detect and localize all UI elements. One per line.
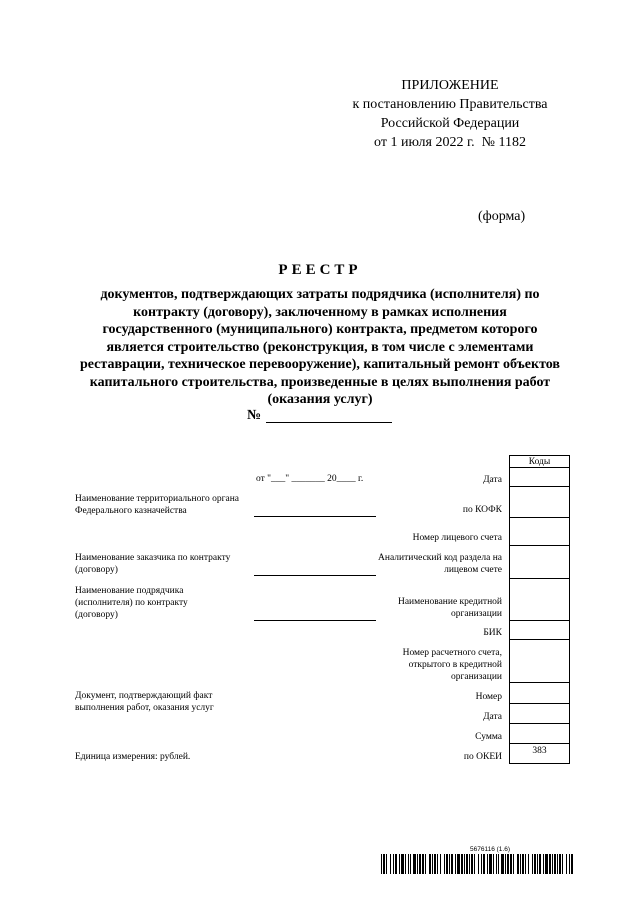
barcode-bar [413, 854, 416, 874]
kofk-label: по КОФК [462, 505, 502, 515]
barcode-bar [569, 854, 570, 874]
barcode-image [381, 854, 573, 874]
date-label: Дата [483, 475, 502, 485]
document-subtitle: документов, подтверждающих затраты подрядчика (исполнителя) по контракту (договору), заключенному в рамках исполнения государственного (муниципального) контракта, предметом которого является строительство (реконструкция, в том числе с элементами реставрации, техническое перевооружение), капитальный ремонт объектов капитального строительства, произведенные в целях выполнения работ (оказания услуг) [80, 287, 560, 407]
document-title: РЕЕСТР [278, 262, 362, 278]
barcode-bar [532, 854, 533, 874]
treasury-body-label: Наименование территориального органа Федерального казначейства [75, 494, 240, 516]
barcode-bar [405, 854, 406, 874]
barcode-bar [478, 854, 479, 874]
barcode-bar [539, 854, 541, 874]
barcode-bar [395, 854, 397, 874]
barcode-bar [469, 854, 470, 874]
barcode-bar [507, 854, 509, 874]
barcode-bar [474, 854, 475, 874]
barcode-bar [552, 854, 553, 874]
barcode-bar [559, 854, 561, 874]
codes-table [509, 455, 570, 764]
barcode-bar [399, 854, 400, 874]
codes-header: Коды [510, 456, 570, 468]
treasury-body-field[interactable] [254, 516, 376, 517]
barcode-bar [410, 854, 411, 874]
code-cell-analytic[interactable] [510, 546, 570, 579]
barcode-bar [408, 854, 409, 874]
barcode-bar [493, 854, 494, 874]
barcode-bar [505, 854, 506, 874]
barcode-bar [562, 854, 563, 874]
barcode-bar [571, 854, 573, 874]
barcode-bar [489, 854, 492, 874]
barcode-bar [437, 854, 438, 874]
appendix-ref: к постановлению Правительства [352, 97, 548, 112]
barcode-bar [534, 854, 536, 874]
barcode-bar [440, 854, 441, 874]
analytic-code-label: Аналитический код раздела на лицевом счете [378, 553, 502, 575]
barcode-bar [471, 854, 473, 874]
barcode-bar [528, 854, 529, 874]
sum-label: Сумма [475, 732, 502, 742]
form-label: (форма) [478, 209, 526, 224]
credit-org-label: Наименование кредитной организации [397, 597, 502, 619]
code-cell-settlement[interactable] [510, 640, 570, 683]
bik-label: БИК [483, 628, 502, 638]
barcode-bar [455, 854, 456, 874]
unit-label: Единица измерения: рублей. [75, 752, 191, 762]
barcode-bar [429, 854, 431, 874]
barcode-number: 5676116 (1.6) [470, 846, 510, 853]
barcode-bar [466, 854, 468, 874]
document-number-field[interactable] [266, 422, 392, 423]
work-document-label: Документ, подтверждающий факт выполнения работ, оказания услуг [75, 691, 214, 713]
barcode-bar [432, 854, 433, 874]
barcode-bar [498, 854, 499, 874]
date-line[interactable]: от "___" _______ 20____ г. [256, 474, 364, 484]
barcode-bar [522, 854, 524, 874]
barcode-bar [381, 854, 382, 874]
okei-label: по ОКЕИ [463, 752, 502, 762]
barcode-bar [457, 854, 460, 874]
barcode-bar [501, 854, 504, 874]
barcode-bar [483, 854, 485, 874]
contractor-field[interactable] [254, 620, 376, 621]
barcode-bar [386, 854, 387, 874]
barcode-bar [449, 854, 450, 874]
appendix-date: от 1 июля 2022 г. № 1182 [374, 135, 526, 150]
contractor-label: Наименование подрядчика (исполнителя) по контракту (договору) [75, 586, 188, 620]
barcode-bar [557, 854, 558, 874]
barcode-bar [422, 854, 424, 874]
code-cell-okei: 383 [510, 744, 570, 764]
barcode-bar [520, 854, 521, 874]
code-cell-account[interactable] [510, 518, 570, 546]
code-cell-kofk[interactable] [510, 487, 570, 518]
account-label: Номер лицевого счета [412, 533, 502, 543]
barcode-bar [525, 854, 526, 874]
barcode-bar [549, 854, 551, 874]
barcode-bar [390, 854, 391, 874]
barcode-bar [464, 854, 465, 874]
appendix-country: Российской Федерации [380, 116, 520, 131]
barcode-bar [513, 854, 514, 874]
number-label: Номер [475, 692, 502, 702]
barcode-bar [487, 854, 488, 874]
appendix-title: ПРИЛОЖЕНИЕ [401, 78, 499, 93]
barcode-bar [401, 854, 404, 874]
doc-date-label: Дата [483, 712, 502, 722]
barcode-bar [393, 854, 394, 874]
barcode-bar [517, 854, 519, 874]
barcode-bar [510, 854, 512, 874]
barcode-bar [383, 854, 385, 874]
barcode-bar [496, 854, 497, 874]
barcode-bar [417, 854, 418, 874]
barcode-bar [425, 854, 426, 874]
barcode-bar [481, 854, 482, 874]
appendix-block [330, 76, 570, 152]
barcode-bar [419, 854, 421, 874]
barcode-bar [545, 854, 548, 874]
barcode-bar [537, 854, 538, 874]
code-cell-number[interactable] [510, 683, 570, 704]
barcode-bar [446, 854, 448, 874]
code-cell-date[interactable] [510, 468, 570, 487]
barcode-bar [461, 854, 463, 874]
barcode-bar [566, 854, 567, 874]
code-cell-bik[interactable] [510, 621, 570, 640]
barcode-bar [434, 854, 436, 874]
barcode-bar [444, 854, 445, 874]
code-cell-doc-date[interactable] [510, 704, 570, 724]
document-number-label: № [247, 408, 262, 423]
customer-label: Наименование заказчика по контракту (договору) [75, 553, 231, 575]
customer-field[interactable] [254, 575, 376, 576]
barcode-bar [554, 854, 556, 874]
code-cell-sum[interactable] [510, 724, 570, 744]
settlement-account-label: Номер расчетного счета, открытого в кредитной организации [402, 648, 502, 682]
code-cell-credit-org[interactable] [510, 579, 570, 621]
barcode-bar [451, 854, 453, 874]
barcode-bar [543, 854, 544, 874]
